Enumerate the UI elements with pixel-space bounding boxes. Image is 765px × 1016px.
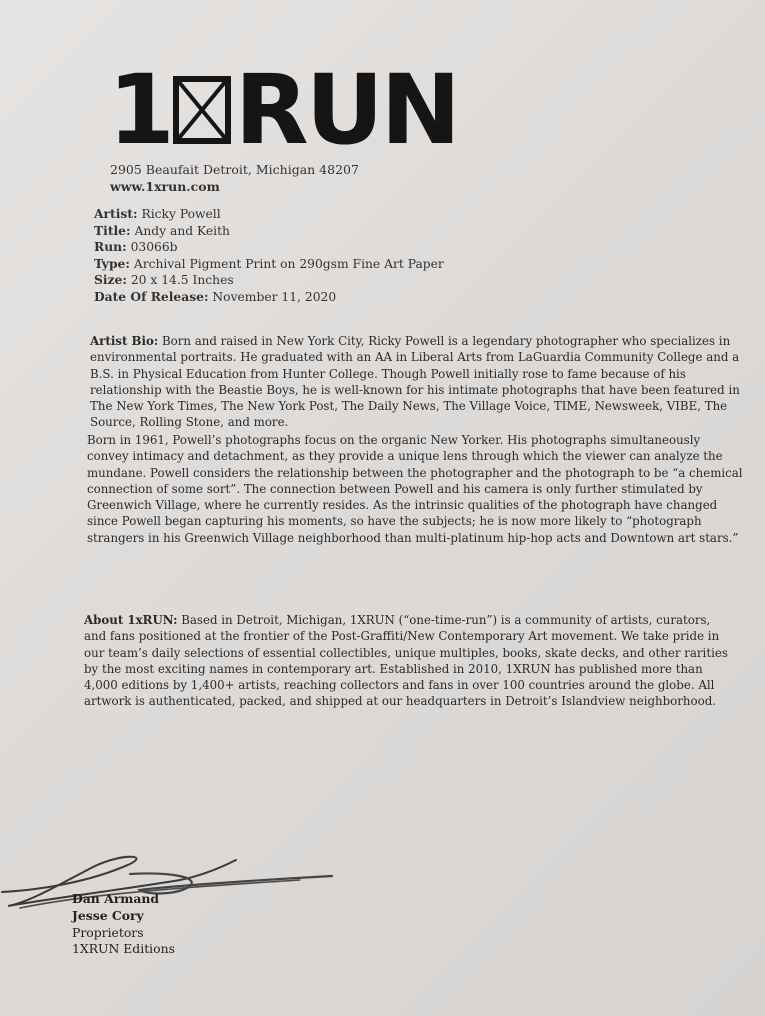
signoff-block: [72, 891, 175, 958]
run-value: 03066b: [130, 240, 178, 255]
release-value: November 11, 2020: [212, 289, 337, 304]
address-block: [110, 161, 359, 195]
signer-name-1: Dan Armand: [72, 891, 160, 906]
signer-company: 1XRUN Editions: [72, 941, 175, 957]
type-value: Archival Pigment Print on 290gsm Fine Art Paper: [133, 256, 444, 271]
signer-role: Proprietors: [72, 924, 144, 940]
run-label: Run:: [94, 239, 127, 255]
size-label: Size:: [94, 272, 127, 288]
artist-bio-label: Artist Bio:: [90, 334, 159, 348]
x-box-icon: [173, 76, 231, 144]
logo-run: RUN: [234, 54, 459, 166]
run-row: [94, 239, 444, 256]
artist-value: Ricky Powell: [141, 207, 221, 221]
about-label: About 1xRUN:: [84, 613, 178, 627]
logo-one: 1: [108, 54, 171, 166]
type-row: [94, 256, 444, 273]
title-value: Andy and Keith: [134, 223, 230, 238]
street-address: 2905 Beaufait Detroit, Michigan 48207: [110, 162, 359, 177]
website-link[interactable]: www.1xrun.com: [110, 179, 220, 194]
title-row: [94, 223, 444, 240]
about-text: Based in Detroit, Michigan, 1XRUN (“one-time-run”) is a community of artists, curators, and fans positioned at the frontier of the Post-Graffiti/New Contemporary Art movement. We take pride in our team’s daily selections of essential collectibles, unique multiples, books, skate decks, and other rarities by the most exciting names in contemporary art. Established in 2010, 1XRUN has published more than 4,000 editions by 1,400+ artists, reaching collectors and fans in over 100 countries around the globe. All artwork is authenticated, packed, and shipped at our headquarters in Detroit’s Islandview neighborhood.: [84, 613, 728, 709]
artwork-details: [94, 206, 444, 306]
artist-label: Artist:: [94, 206, 138, 221]
logo: [108, 54, 459, 166]
artist-row: [94, 206, 444, 223]
artist-bio-paragraph-2: Born in 1961, Powell’s photographs focus on the organic New Yorker. His photographs simultaneously convey intimacy and detachment, as they provide a unique lens through which the viewer can analyze the mundane. Powell considers the relationship between the photographer and the photograph to be “a chemical connection of some sort”. The connection between Powell and his camera is only further stimulated by Greenwich Village, where he currently resides. As the intrinsic qualities of the photograph have changed since Powell began capturing his moments, so have the subjects; he is now more likely to “photograph strangers in his Greenwich Village neighborhood than multi-platinum hip-hop acts and Downtown art stars.”: [87, 433, 743, 545]
signer-name-2: Jesse Cory: [72, 907, 144, 923]
artist-bio-text: Born and raised in New York City, Ricky Powell is a legendary photographer who specializes in environmental portraits. He graduated with an AA in Liberal Arts from LaGuardia Community College and a B.S. in Physical Education from Hunter College. Though Powell initially rose to fame because of his relationship with the Beastie Boys, he is well-known for his intimate photographs that have been featured in The New York Times, The New York Post, The Daily News, The Village Voice, TIME, Newsweek, VIBE, The Source, Rolling Stone, and more.: [90, 334, 740, 430]
about-paragraph: [84, 612, 736, 710]
artist-bio-paragraph: [90, 333, 740, 431]
release-row: [94, 289, 444, 306]
release-label: Date Of Release:: [94, 288, 209, 304]
type-label: Type:: [94, 255, 130, 271]
size-value: 20 x 14.5 Inches: [130, 273, 234, 288]
size-row: [94, 272, 444, 289]
title-label: Title:: [94, 222, 131, 238]
